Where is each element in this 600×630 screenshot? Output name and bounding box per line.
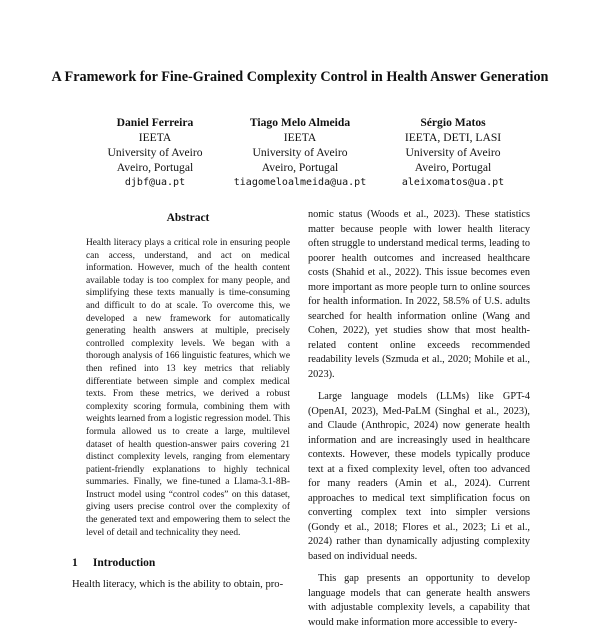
author-affiliation: University of Aveiro: [107, 146, 203, 159]
abstract-text: Health literacy plays a critical role in ensuring people can access, understand, and act on medical information. However, much of the health content available today is too complex for many people, and simplifying these texts manually is time-consuming and difficult to do at scale. To overcome this, we developed a new framework for automatically generating health answers at multiple, precisely controlled complexity levels. We began with a thorough analysis of 166 linguistic features, which we then refined into 13 key metrics that reliably differentiate between simple and complex medical texts. From these metrics, we derived a robust complexity scoring formula, combining them with weights learned from a logistic regression model. This formula allowed us to create a large, multilevel dataset of health question-answer pairs covering 21 distinct complexity levels, ranging from elementary patient-friendly explanations to highly technical summaries. Finally, we fine-tuned a Llama-3.1-8B-Instruct model using “control codes” on this dataset, giving users precise control over the complexity of the generated text and empowering them to select the level of detail and technicality they need.: [86, 238, 290, 538]
intro-text: Health literacy, which is the ability to obtain, pro-: [72, 579, 284, 590]
body-paragraph: This gap presents an opportunity to develop language models that can generate health answers with adjustable complexity levels, a capability that would make information more accessible to every-: [308, 573, 530, 628]
author-email[interactable]: aleixomatos@ua.pt: [401, 177, 505, 188]
author-affiliation: Aveiro, Portugal: [414, 161, 492, 174]
author-3: [358, 115, 548, 190]
author-affiliation: Aveiro, Portugal: [261, 161, 339, 174]
right-column: [308, 208, 530, 630]
section-title: Introduction: [92, 557, 156, 569]
author-affiliation: Aveiro, Portugal: [116, 161, 194, 174]
author-affiliation: University of Aveiro: [405, 146, 501, 159]
author-affiliation: IEETA: [283, 131, 317, 144]
section-heading: [72, 557, 155, 569]
author-name: Tiago Melo Almeida: [249, 116, 351, 129]
author-affiliation: IEETA, DETI, LASI: [404, 131, 502, 144]
author-email[interactable]: djbf@ua.pt: [124, 177, 186, 188]
author-affiliation: IEETA: [138, 131, 172, 144]
author-email[interactable]: tiagomeloalmeida@ua.pt: [233, 177, 367, 188]
body-paragraph: Large language models (LLMs) like GPT-4 (OpenAI, 2023), Med-PaLM (Singhal et al., 2023), and Claude (Anthropic, 2024) now generate health information and are increasingly used in healthcare contexts. However, these models typically produce text at a fixed complexity level, often too advanced for many readers (Amin et al., 2024). Current approaches to medical text simplification focus on converting complex text into simpler versions (Gondy et al., 2018; Flores et al., 2023; Li et al., 2024) rather than dynamically adjusting complexity based on individual needs.: [308, 391, 530, 562]
section-number: 1: [72, 557, 78, 569]
author-name: Sérgio Matos: [420, 116, 486, 129]
paper-title: A Framework for Fine-Grained Complexity Control in Health Answer Generation: [51, 69, 549, 85]
body-paragraph: nomic status (Woods et al., 2023). These statistics matter because people with lower health literacy often struggle to understand medical terms, leading to poorer health outcomes and increased healthcare costs (Shahid et al., 2022). This issue becomes even more important as more people turn to online sources for health information. In 2022, 58.5% of U.S. adults searched for health information online (Wang and Cohen, 2022), yet studies show that most health-related content online exceeds recommended readability levels (Szmuda et al., 2020; Mohile et al., 2023).: [308, 209, 530, 380]
abstract-heading: Abstract: [166, 212, 210, 224]
author-affiliation: University of Aveiro: [252, 146, 348, 159]
author-name: Daniel Ferreira: [116, 116, 194, 129]
